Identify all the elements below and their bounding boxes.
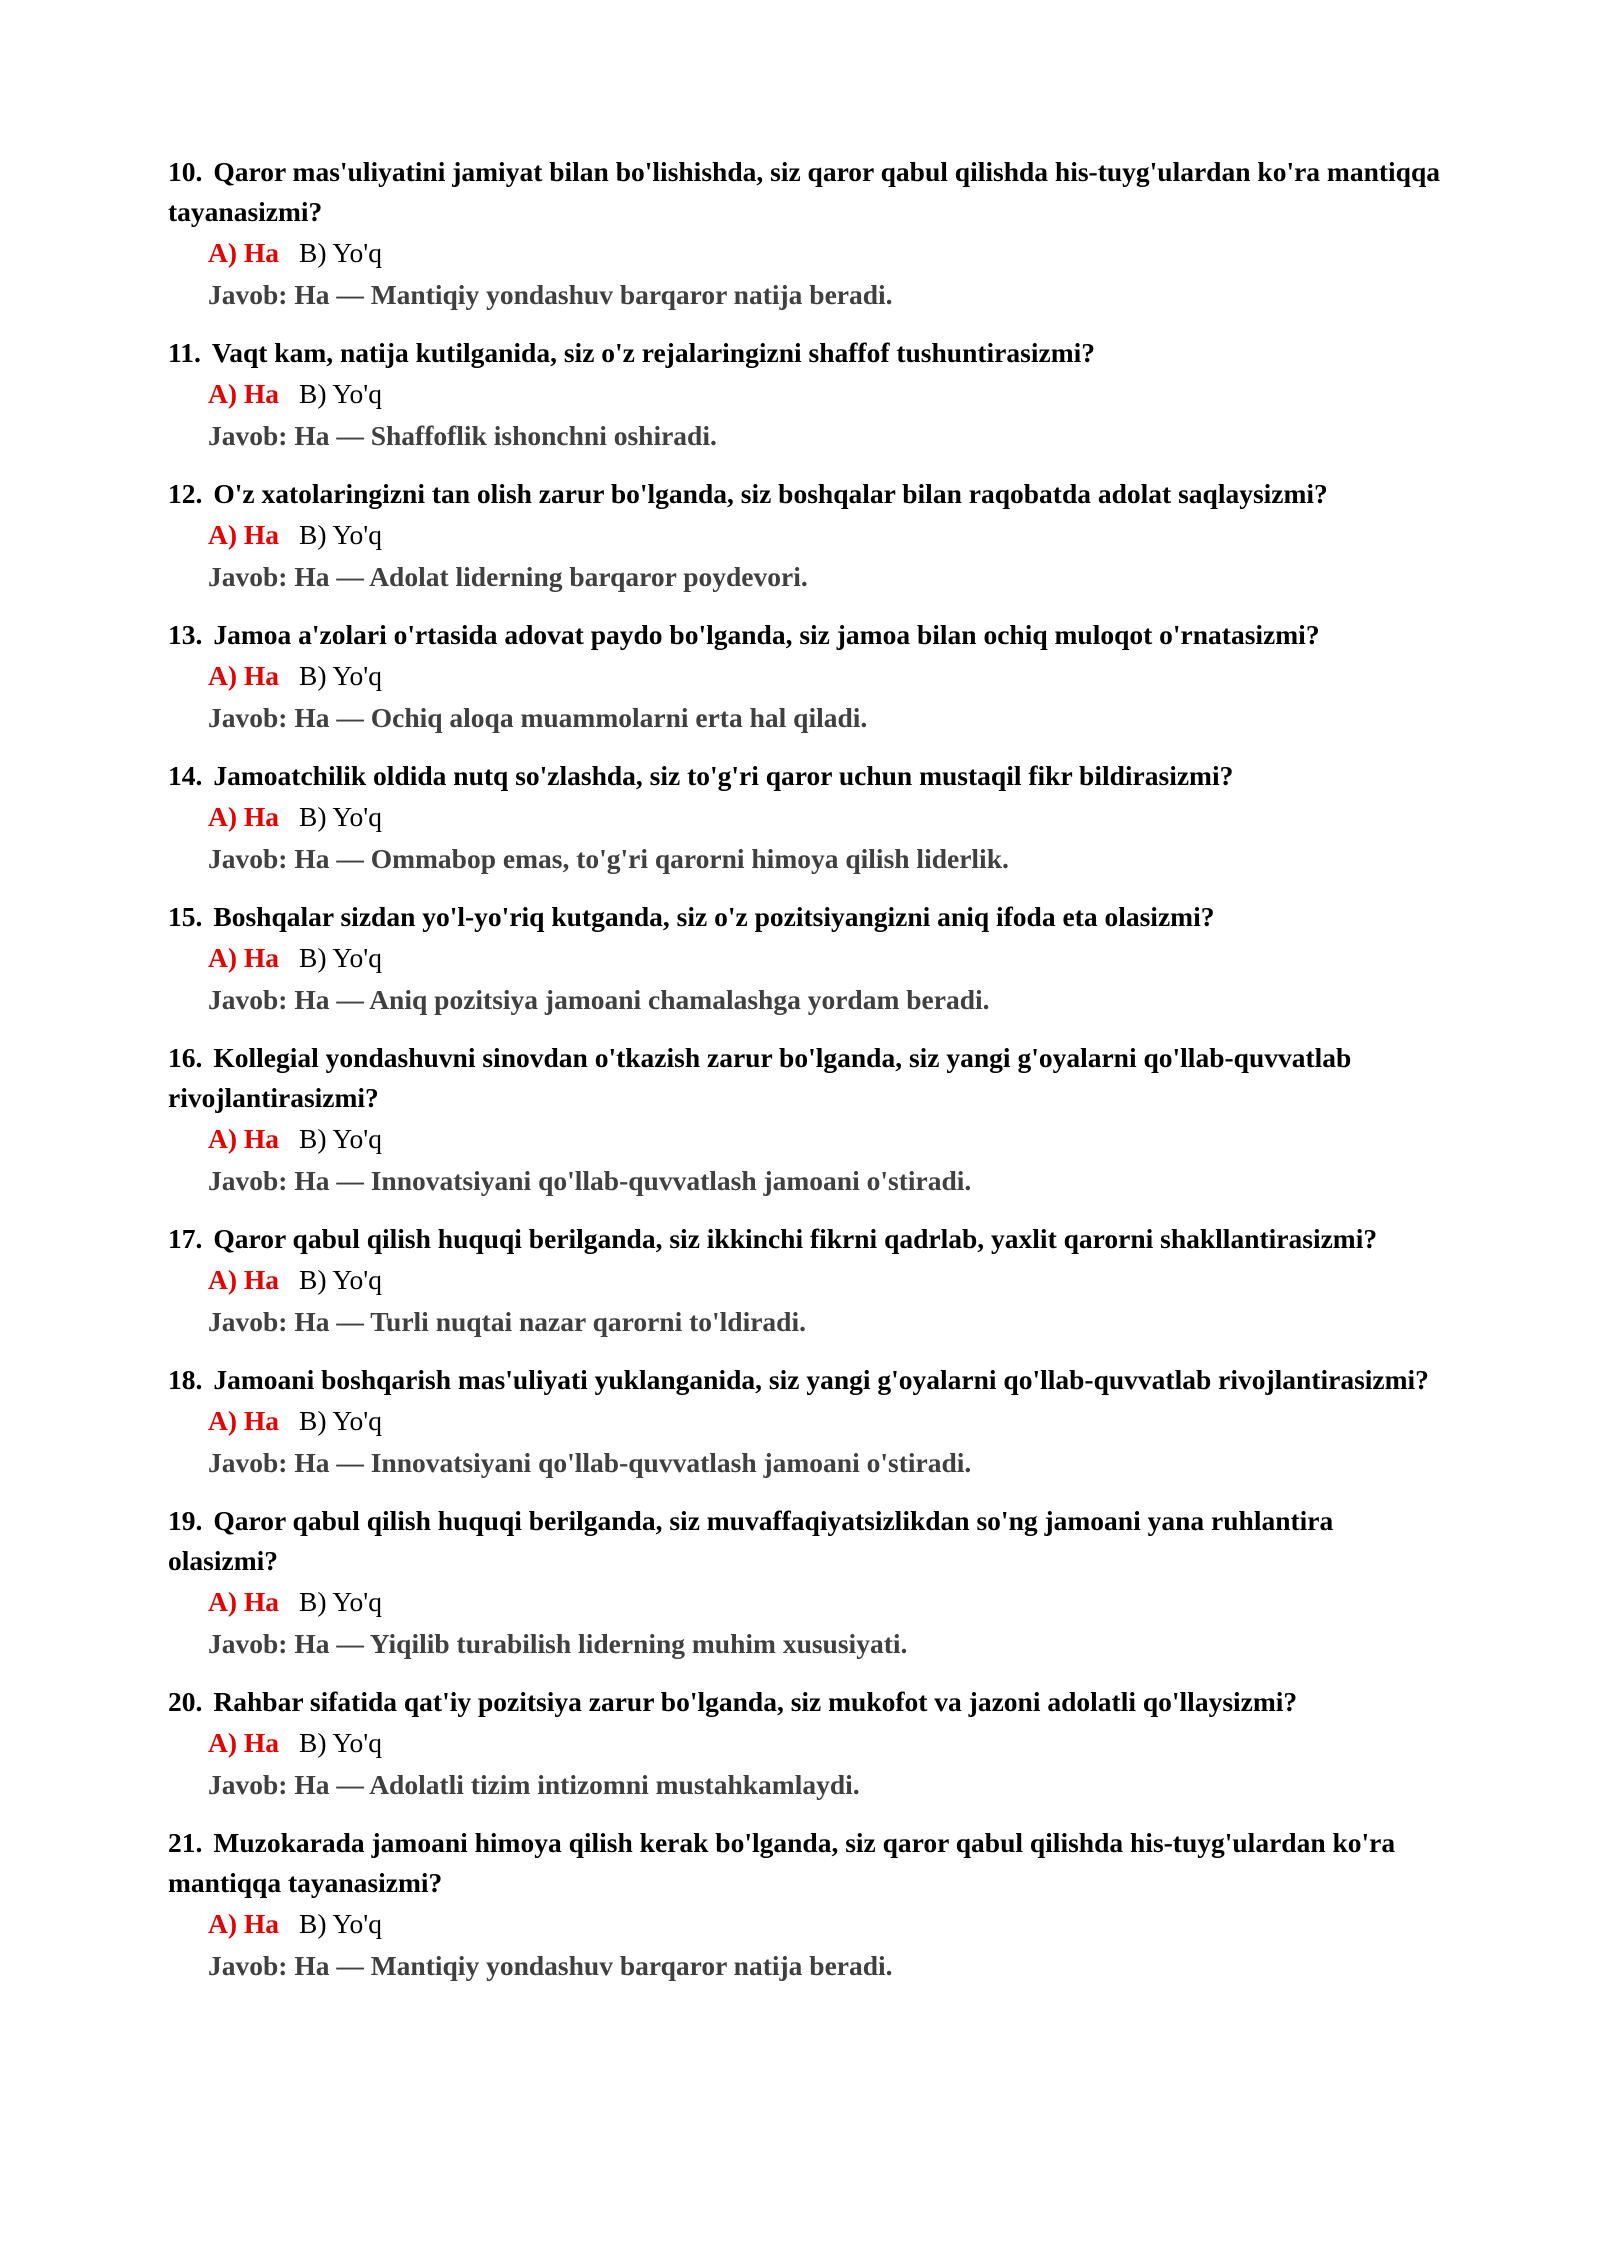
option-a: A) Ha (208, 660, 280, 691)
question-body: Vaqt kam, natija kutilganida, siz o'z rejalaringizni shaffof tushuntirasizmi? (211, 337, 1095, 368)
question-item (168, 1360, 1448, 1484)
answer-explanation: Javob: Ha — Adolat liderning barqaror poydevori. (208, 561, 808, 592)
question-text (168, 474, 1448, 514)
question-body: Jamoa a'zolari o'rtasida adovat paydo bo'lganda, siz jamoa bilan ochiq muloqot o'rnatasizmi? (213, 619, 1320, 650)
question-number: 14. (168, 760, 203, 791)
answer-explanation: Javob: Ha — Innovatsiyani qo'llab-quvvatlash jamoani o'stiradi. (208, 1165, 972, 1196)
answer-options (208, 655, 1448, 697)
answer-explanation: Javob: Ha — Ochiq aloqa muammolarni erta hal qiladi. (208, 702, 868, 733)
question-item (168, 615, 1448, 739)
question-item (168, 152, 1448, 316)
question-number: 10. (168, 156, 203, 187)
option-b: B) Yo'q (299, 1908, 382, 1939)
answer-explanation: Javob: Ha — Shaffoflik ishonchni oshiradi. (208, 420, 717, 451)
option-a: A) Ha (208, 519, 280, 550)
question-item (168, 1682, 1448, 1806)
option-a: A) Ha (208, 237, 280, 268)
answer-options (208, 1259, 1448, 1301)
answer-explanation: Javob: Ha — Aniq pozitsiya jamoani chamalashga yordam beradi. (208, 984, 990, 1015)
question-text (168, 152, 1448, 232)
question-item (168, 333, 1448, 457)
option-b: B) Yo'q (299, 1264, 382, 1295)
answer-options (208, 1722, 1448, 1764)
answer-options (208, 1118, 1448, 1160)
answer-explanation: Javob: Ha — Yiqilib turabilish liderning muhim xususiyati. (208, 1628, 908, 1659)
answer-options (208, 937, 1448, 979)
answer-options (208, 796, 1448, 838)
question-body: Rahbar sifatida qat'iy pozitsiya zarur bo'lganda, siz mukofot va jazoni adolatli qo'llaysizmi? (213, 1686, 1298, 1717)
question-text (168, 1501, 1448, 1581)
question-item (168, 756, 1448, 880)
answer-options (208, 232, 1448, 274)
question-number: 21. (168, 1827, 203, 1858)
question-item (168, 1038, 1448, 1202)
option-b: B) Yo'q (299, 1405, 382, 1436)
question-item (168, 1219, 1448, 1343)
answer-explanation: Javob: Ha — Turli nuqtai nazar qarorni to'ldiradi. (208, 1306, 806, 1337)
question-number: 17. (168, 1223, 203, 1254)
option-b: B) Yo'q (299, 378, 382, 409)
question-text (168, 897, 1448, 937)
question-text (168, 756, 1448, 796)
question-text (168, 1219, 1448, 1259)
question-text (168, 1823, 1448, 1903)
question-text (168, 1360, 1448, 1400)
option-a: A) Ha (208, 1727, 280, 1758)
option-b: B) Yo'q (299, 519, 382, 550)
option-a: A) Ha (208, 1908, 280, 1939)
question-number: 20. (168, 1686, 203, 1717)
option-b: B) Yo'q (299, 237, 382, 268)
answer-options (208, 1581, 1448, 1623)
option-b: B) Yo'q (299, 801, 382, 832)
answer-options (208, 1400, 1448, 1442)
option-b: B) Yo'q (299, 942, 382, 973)
question-text (168, 1682, 1448, 1722)
question-item (168, 897, 1448, 1021)
option-a: A) Ha (208, 1405, 280, 1436)
question-number: 11. (168, 337, 201, 368)
answer-explanation: Javob: Ha — Mantiqiy yondashuv barqaror natija beradi. (208, 279, 893, 310)
question-number: 15. (168, 901, 203, 932)
question-text (168, 615, 1448, 655)
answer-explanation: Javob: Ha — Adolatli tizim intizomni mustahkamlaydi. (208, 1769, 860, 1800)
option-b: B) Yo'q (299, 1727, 382, 1758)
question-body: Qaror qabul qilish huquqi berilganda, siz muvaffaqiyatsizlikdan so'ng jamoani yana ruhlantira olasizmi? (168, 1505, 1334, 1576)
question-list (168, 152, 1448, 2004)
question-body: Jamoani boshqarish mas'uliyati yuklanganida, siz yangi g'oyalarni qo'llab-quvvatlab rivojlantirasizmi? (213, 1364, 1429, 1395)
answer-explanation: Javob: Ha — Innovatsiyani qo'llab-quvvatlash jamoani o'stiradi. (208, 1447, 972, 1478)
question-body: O'z xatolaringizni tan olish zarur bo'lganda, siz boshqalar bilan raqobatda adolat saqlaysizmi? (213, 478, 1328, 509)
question-number: 12. (168, 478, 203, 509)
question-body: Qaror mas'uliyatini jamiyat bilan bo'lishishda, siz qaror qabul qilishda his-tuyg'ulardan ko'ra mantiqqa tayanasizmi? (168, 156, 1440, 227)
question-body: Boshqalar sizdan yo'l-yo'riq kutganda, siz o'z pozitsiyangizni aniq ifoda eta olasizmi? (213, 901, 1215, 932)
option-a: A) Ha (208, 942, 280, 973)
question-text (168, 1038, 1448, 1118)
question-number: 19. (168, 1505, 203, 1536)
answer-options (208, 1903, 1448, 1945)
question-text (168, 333, 1448, 373)
question-number: 18. (168, 1364, 203, 1395)
question-item (168, 474, 1448, 598)
question-body: Muzokarada jamoani himoya qilish kerak bo'lganda, siz qaror qabul qilishda his-tuyg'ulardan ko'ra mantiqqa tayanasizmi? (168, 1827, 1396, 1898)
option-a: A) Ha (208, 1264, 280, 1295)
option-b: B) Yo'q (299, 1123, 382, 1154)
question-item (168, 1501, 1448, 1665)
answer-options (208, 514, 1448, 556)
question-item (168, 1823, 1448, 1987)
option-b: B) Yo'q (299, 1586, 382, 1617)
answer-explanation: Javob: Ha — Mantiqiy yondashuv barqaror natija beradi. (208, 1950, 893, 1981)
question-body: Jamoatchilik oldida nutq so'zlashda, siz to'g'ri qaror uchun mustaqil fikr bildirasizmi? (213, 760, 1234, 791)
option-a: A) Ha (208, 1123, 280, 1154)
question-number: 16. (168, 1042, 203, 1073)
option-b: B) Yo'q (299, 660, 382, 691)
question-body: Qaror qabul qilish huquqi berilganda, siz ikkinchi fikrni qadrlab, yaxlit qarorni shakllantirasizmi? (213, 1223, 1378, 1254)
option-a: A) Ha (208, 378, 280, 409)
question-number: 13. (168, 619, 203, 650)
option-a: A) Ha (208, 801, 280, 832)
answer-options (208, 373, 1448, 415)
option-a: A) Ha (208, 1586, 280, 1617)
question-body: Kollegial yondashuvni sinovdan o'tkazish zarur bo'lganda, siz yangi g'oyalarni qo'llab-quvvatlab rivojlantirasizmi? (168, 1042, 1352, 1113)
answer-explanation: Javob: Ha — Ommabop emas, to'g'ri qarorni himoya qilish liderlik. (208, 843, 1009, 874)
